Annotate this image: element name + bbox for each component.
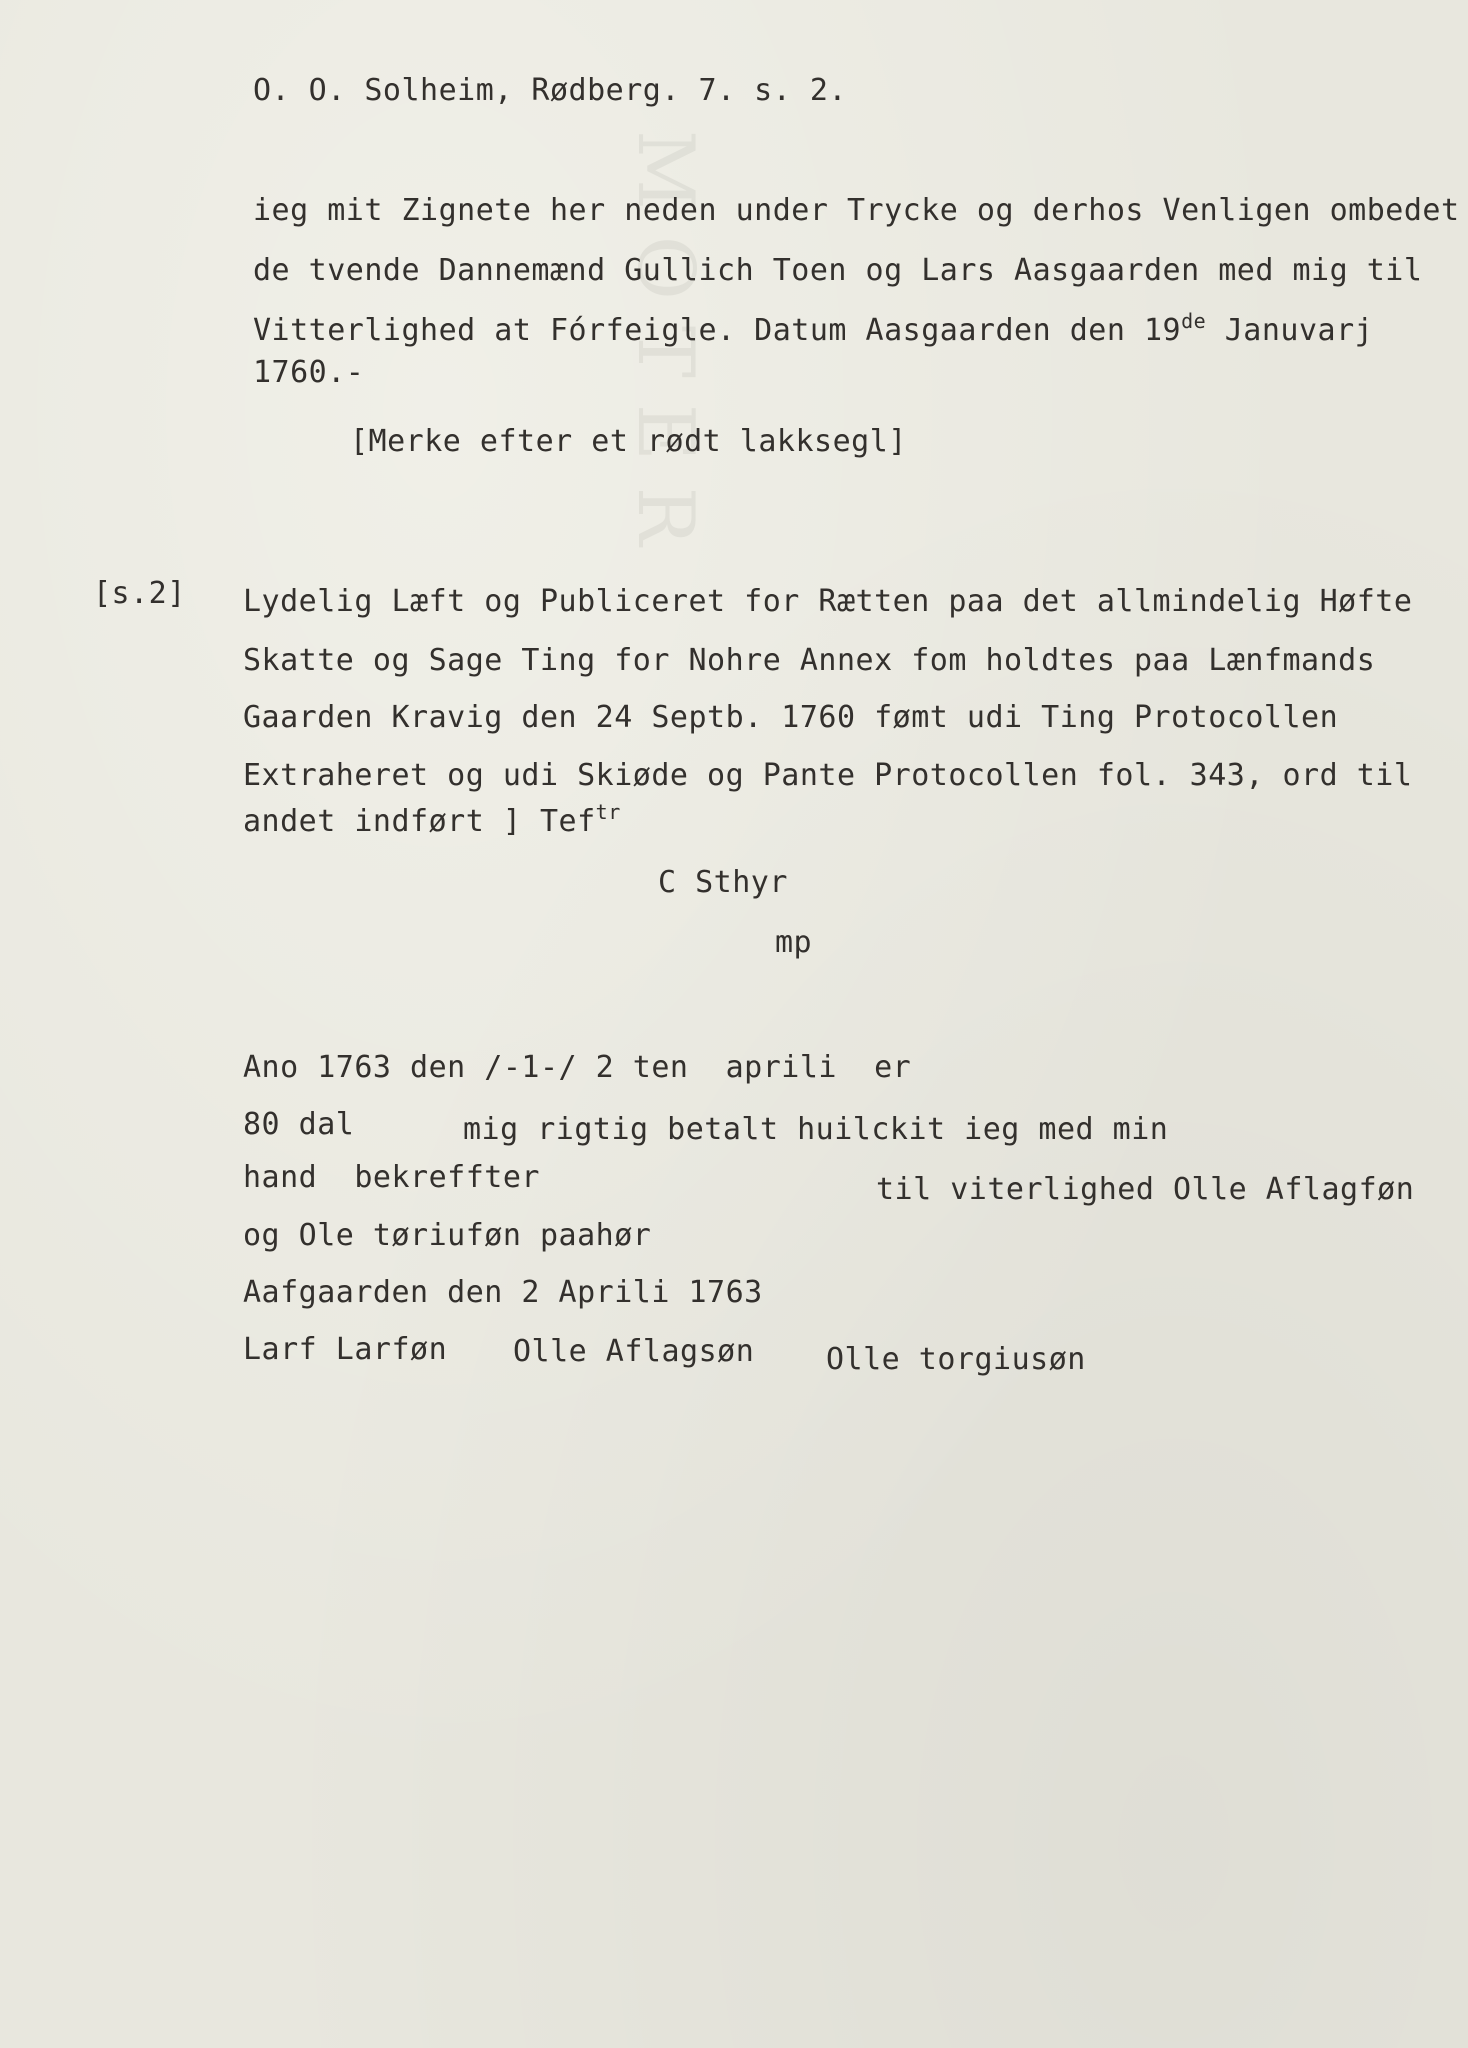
paragraph3-line5: Aafgaarden den 2 Aprili 1763 — [243, 1275, 763, 1310]
signature-lars-larson: Larf Larføn — [243, 1332, 448, 1367]
paragraph2-line3: Gaarden Kravig den 24 Septb. 1760 fømt udi Ting Protocollen — [243, 700, 1339, 735]
signature-c-sthyr: C Sthyr — [658, 865, 788, 900]
signature-mp: mp — [775, 925, 813, 960]
paragraph1-line3-end: Januvarj — [1206, 313, 1374, 348]
paragraph3-line4: og Ole tøriuføn paahør — [243, 1218, 652, 1253]
superscript-tr: tr — [595, 800, 621, 824]
paragraph3-line3-left: hand bekreffter — [243, 1160, 540, 1195]
seal-note: [Merke efter et rødt lakksegl] — [350, 424, 907, 459]
paragraph3-line2-right: mig rigtig betalt huilckit ieg med min — [463, 1112, 1169, 1147]
paragraph2-line1: Lydelig Læft og Publiceret for Rætten paa det allmindelig Høfte — [243, 584, 1413, 619]
paragraph1-line2: de tvende Dannemænd Gullich Toen og Lars Aasgaarden med mig til — [253, 253, 1423, 288]
paragraph2-line4: Extraheret og udi Skiøde og Pante Protocollen fol. 343, ord til — [243, 758, 1413, 793]
paragraph2-line5-main: andet indført ] Tef — [243, 804, 596, 839]
paragraph1-line4: 1760.- — [253, 355, 365, 390]
paragraph3-line3-right: til viterlighed Olle Aflagføn — [876, 1172, 1415, 1207]
paragraph3-line2-left: 80 dal — [243, 1107, 355, 1142]
paragraph2-line5 — [243, 800, 621, 842]
superscript-de: de — [1181, 309, 1207, 333]
paragraph3-line1: Ano 1763 den /-1-/ 2 ten aprili er — [243, 1050, 912, 1085]
paragraph1-line3-main: Vitterlighed at Fórfeigle. Datum Aasgaarden den 19 — [253, 313, 1182, 348]
show-through-watermark: MOTER — [620, 130, 710, 572]
paragraph1-line3 — [253, 309, 1374, 351]
paragraph1-line1: ieg mit Zignete her neden under Trycke og derhos Venligen ombedet — [253, 193, 1460, 228]
signature-olle-torgiuson: Olle torgiusøn — [826, 1342, 1086, 1377]
paragraph2-line2: Skatte og Sage Ting for Nohre Annex fom holdtes paa Lænfmands — [243, 643, 1376, 678]
signature-olle-aslagson: Olle Aflagsøn — [513, 1334, 755, 1369]
header-reference: O. O. Solheim, Rødberg. 7. s. 2. — [253, 73, 847, 108]
margin-label: [s.2] — [93, 576, 186, 611]
